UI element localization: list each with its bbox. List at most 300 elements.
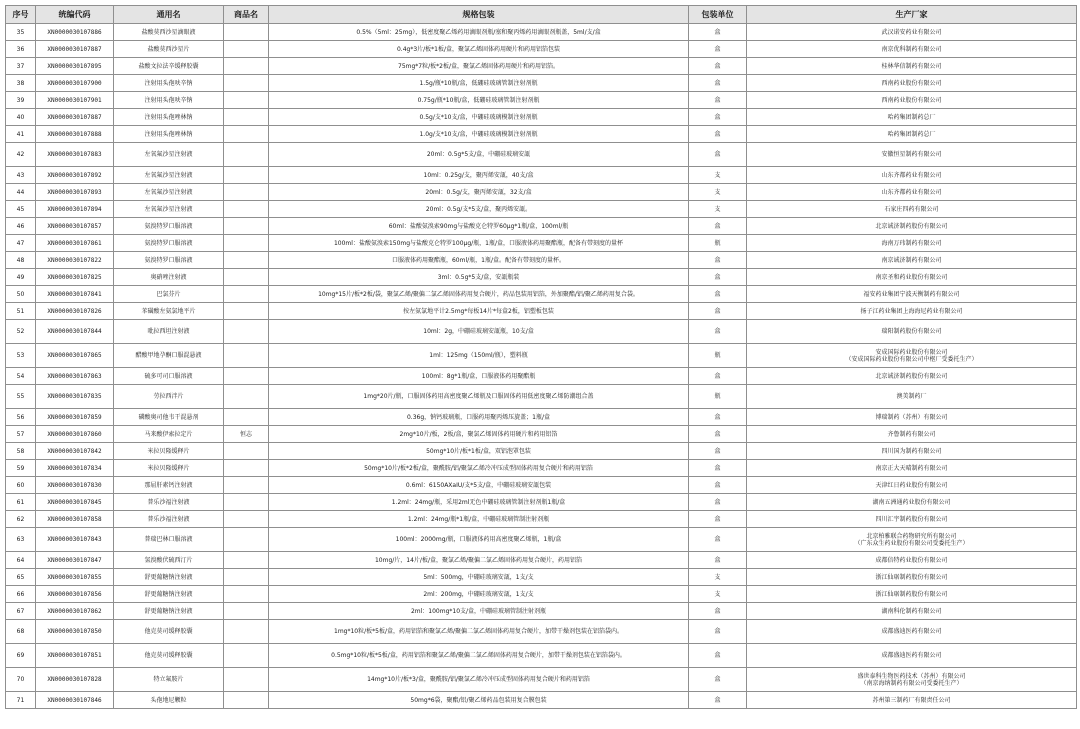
cell-trade-name <box>224 620 269 644</box>
cell-manufacturer: 四川汇宇制药股份有限公司 <box>747 511 1077 528</box>
cell-manufacturer: 南京优科制药有限公司 <box>747 41 1077 58</box>
cell-seq: 67 <box>6 603 36 620</box>
cell-generic-name: 普乐沙福注射液 <box>114 511 224 528</box>
cell-generic-name: 注射用头孢唑林钠 <box>114 109 224 126</box>
cell-generic-name: 左氧氟沙星注射液 <box>114 167 224 184</box>
cell-trade-name <box>224 443 269 460</box>
cell-generic-name: 注射用头孢呋辛钠 <box>114 75 224 92</box>
cell-unit: 盒 <box>689 443 747 460</box>
cell-generic-name: 氢溴酸伏硫西汀片 <box>114 552 224 569</box>
cell-unit: 盒 <box>689 368 747 385</box>
cell-spec: 1mg*10粒/板*5板/盒，药用铝箔和聚氯乙烯/聚偏二氯乙烯固体药用复合硬片，加带干燥剂包装在铝箔袋内。 <box>269 620 689 644</box>
cell-seq: 38 <box>6 75 36 92</box>
cell-trade-name <box>224 184 269 201</box>
cell-generic-name: 奥硝唑注射液 <box>114 269 224 286</box>
cell-code: XN0000030107856 <box>36 586 114 603</box>
cell-seq: 69 <box>6 644 36 668</box>
cell-trade-name <box>224 603 269 620</box>
cell-unit: 盒 <box>689 477 747 494</box>
table-row <box>6 426 1077 443</box>
cell-code: XN0000030107859 <box>36 409 114 426</box>
cell-generic-name: 左氧氟沙星注射液 <box>114 143 224 167</box>
cell-trade-name <box>224 143 269 167</box>
table-row <box>6 692 1077 709</box>
cell-manufacturer: 哈药集团制药总厂 <box>747 126 1077 143</box>
cell-seq: 55 <box>6 385 36 409</box>
table-row <box>6 460 1077 477</box>
cell-code: XN0000030107850 <box>36 620 114 644</box>
cell-unit: 瓶 <box>689 235 747 252</box>
table-row <box>6 344 1077 368</box>
cell-unit: 盒 <box>689 409 747 426</box>
table-row <box>6 409 1077 426</box>
header-trade-name: 商品名 <box>224 6 269 24</box>
cell-spec: 1.2ml：24mg/瓶*1瓶/盒，中硼硅玻璃管制注射剂瓶 <box>269 511 689 528</box>
cell-trade-name <box>224 569 269 586</box>
cell-code: XN0000030107900 <box>36 75 114 92</box>
cell-manufacturer: 成都倍特药业股份有限公司 <box>747 552 1077 569</box>
cell-manufacturer: 哈药集团制药总厂 <box>747 109 1077 126</box>
table-row <box>6 320 1077 344</box>
cell-trade-name <box>224 75 269 92</box>
cell-manufacturer: 西南药业股份有限公司 <box>747 75 1077 92</box>
cell-seq: 66 <box>6 586 36 603</box>
header-generic-name: 通用名 <box>114 6 224 24</box>
cell-unit: 盒 <box>689 92 747 109</box>
cell-trade-name <box>224 235 269 252</box>
cell-spec: 0.6ml：6150AXaIU/支*5支/盒，中硼硅玻璃安瓿包装 <box>269 477 689 494</box>
cell-spec: 14mg*10片/板*3/盒，聚酰胺/铝/聚氯乙烯冷冲压成型固体药用复合硬片和药用铝箔 <box>269 668 689 692</box>
table-row <box>6 143 1077 167</box>
cell-code: XN0000030107860 <box>36 426 114 443</box>
cell-code: XN0000030107887 <box>36 109 114 126</box>
cell-code: XN0000030107835 <box>36 385 114 409</box>
cell-generic-name: 普瑞巴林口服溶液 <box>114 528 224 552</box>
cell-manufacturer: 武汉诺安药业有限公司 <box>747 24 1077 41</box>
cell-trade-name <box>224 167 269 184</box>
table-row <box>6 494 1077 511</box>
cell-spec: 3ml：0.5g*5支/盒，安瓿瓶装 <box>269 269 689 286</box>
cell-generic-name: 马来酸伊索拉定片 <box>114 426 224 443</box>
cell-unit: 盒 <box>689 24 747 41</box>
cell-unit: 瓶 <box>689 344 747 368</box>
cell-trade-name <box>224 92 269 109</box>
cell-seq: 64 <box>6 552 36 569</box>
cell-spec: 100ml：8g*1瓶/盒，口服液体药用聚酯瓶 <box>269 368 689 385</box>
table-row <box>6 58 1077 75</box>
table-row <box>6 252 1077 269</box>
table-row <box>6 552 1077 569</box>
cell-generic-name: 他克莫司缓释胶囊 <box>114 644 224 668</box>
cell-generic-name: 左氧氟沙星注射液 <box>114 201 224 218</box>
cell-spec: 100ml：盐酸氨溴索150mg与盐酸克仑特罗100μg/瓶，1瓶/盒，口服液体药用聚酯瓶，配备有带刻度的量杯 <box>269 235 689 252</box>
cell-manufacturer: 石家庄四药有限公司 <box>747 201 1077 218</box>
drug-list-document <box>5 5 1076 709</box>
cell-seq: 70 <box>6 668 36 692</box>
cell-manufacturer: 山东齐都药业有限公司 <box>747 184 1077 201</box>
cell-manufacturer: 成都盛迪医药有限公司 <box>747 620 1077 644</box>
cell-manufacturer: 扬子江药业集团上海海尼药业有限公司 <box>747 303 1077 320</box>
cell-generic-name: 舒更葡糖钠注射液 <box>114 569 224 586</box>
cell-generic-name: 磷酸奥司他韦干混悬剂 <box>114 409 224 426</box>
cell-trade-name <box>224 218 269 235</box>
cell-manufacturer: 齐鲁制药有限公司 <box>747 426 1077 443</box>
table-header-row <box>6 6 1077 24</box>
cell-trade-name <box>224 477 269 494</box>
cell-code: XN0000030107887 <box>36 41 114 58</box>
cell-spec: 50mg*10片/板*2板/盒，聚酰胺/铝/聚氯乙烯冷冲压成型固体药用复合硬片和药用铝箔 <box>269 460 689 477</box>
cell-trade-name <box>224 552 269 569</box>
cell-manufacturer: 福安药业集团宁波天衡制药有限公司 <box>747 286 1077 303</box>
table-row <box>6 269 1077 286</box>
cell-seq: 42 <box>6 143 36 167</box>
cell-spec: 2ml：100mg*10支/盒，中硼硅玻璃管制注射剂瓶 <box>269 603 689 620</box>
table-row <box>6 286 1077 303</box>
cell-spec: 20ml：0.5g*5支/盒，中硼硅玻璃安瓿 <box>269 143 689 167</box>
cell-manufacturer: 南京正大天晴制药有限公司 <box>747 460 1077 477</box>
cell-spec: 0.5%（5ml：25mg），低密度聚乙烯药用滴眼剂瓶/塞和聚丙烯药用滴眼剂瓶盖，5ml/支/盒 <box>269 24 689 41</box>
cell-unit: 盒 <box>689 668 747 692</box>
cell-code: XN0000030107861 <box>36 235 114 252</box>
cell-unit: 盒 <box>689 41 747 58</box>
cell-code: XN0000030107894 <box>36 201 114 218</box>
cell-unit: 支 <box>689 586 747 603</box>
cell-trade-name <box>224 385 269 409</box>
cell-seq: 48 <box>6 252 36 269</box>
cell-code: XN0000030107842 <box>36 443 114 460</box>
cell-trade-name <box>224 494 269 511</box>
cell-seq: 54 <box>6 368 36 385</box>
cell-seq: 57 <box>6 426 36 443</box>
cell-trade-name <box>224 511 269 528</box>
cell-spec: 0.4g*3片/板*1板/盒，聚氯乙烯固体药用硬片和药用铝箔包装 <box>269 41 689 58</box>
cell-generic-name: 盐酸莫西沙星片 <box>114 41 224 58</box>
cell-spec: 1.0g/支*10支/盒，中硼硅玻璃模制注射剂瓶 <box>269 126 689 143</box>
cell-unit: 盒 <box>689 218 747 235</box>
cell-code: XN0000030107901 <box>36 92 114 109</box>
cell-seq: 61 <box>6 494 36 511</box>
cell-manufacturer: 北京诚济制药股份有限公司 <box>747 368 1077 385</box>
cell-generic-name: 那屈肝素钙注射液 <box>114 477 224 494</box>
cell-unit: 盒 <box>689 511 747 528</box>
table-row <box>6 443 1077 460</box>
cell-generic-name: 头孢地尼颗粒 <box>114 692 224 709</box>
cell-spec: 50mg*10片/板*1板/盒，双铝泡罩包装 <box>269 443 689 460</box>
cell-manufacturer: 盛世泰科生物医药技术（苏州）有限公司 （南京海纳制药有限公司受委托生产） <box>747 668 1077 692</box>
cell-unit: 支 <box>689 167 747 184</box>
cell-trade-name: 恒志 <box>224 426 269 443</box>
cell-code: XN0000030107892 <box>36 167 114 184</box>
table-row <box>6 92 1077 109</box>
cell-seq: 51 <box>6 303 36 320</box>
cell-seq: 43 <box>6 167 36 184</box>
cell-seq: 59 <box>6 460 36 477</box>
cell-trade-name <box>224 126 269 143</box>
cell-spec: 1.5g/瓶*10瓶/盒，低硼硅玻璃管制注射剂瓶 <box>269 75 689 92</box>
cell-code: XN0000030107845 <box>36 494 114 511</box>
cell-code: XN0000030107863 <box>36 368 114 385</box>
cell-manufacturer: 安成国际药业股份有限公司 （安成国际药业股份有限公司中枢厂受委托生产） <box>747 344 1077 368</box>
cell-trade-name <box>224 344 269 368</box>
cell-seq: 46 <box>6 218 36 235</box>
cell-generic-name: 氨溴特罗口服溶液 <box>114 252 224 269</box>
table-row <box>6 528 1077 552</box>
cell-seq: 40 <box>6 109 36 126</box>
cell-seq: 56 <box>6 409 36 426</box>
cell-code: XN0000030107822 <box>36 252 114 269</box>
cell-seq: 47 <box>6 235 36 252</box>
cell-seq: 53 <box>6 344 36 368</box>
table-row <box>6 385 1077 409</box>
cell-seq: 62 <box>6 511 36 528</box>
cell-generic-name: 左氧氟沙星注射液 <box>114 184 224 201</box>
cell-trade-name <box>224 252 269 269</box>
cell-unit: 盒 <box>689 552 747 569</box>
cell-manufacturer: 澳美制药厂 <box>747 385 1077 409</box>
cell-code: XN0000030107830 <box>36 477 114 494</box>
cell-trade-name <box>224 586 269 603</box>
cell-spec: 1ml：125mg（150ml/瓶），塑料瓶 <box>269 344 689 368</box>
cell-trade-name <box>224 201 269 218</box>
header-seq: 序号 <box>6 6 36 24</box>
cell-manufacturer: 浙江仙琚制药股份有限公司 <box>747 586 1077 603</box>
cell-spec: 口服液体药用聚酯瓶，60ml/瓶，1瓶/盒。配备有带刻度的量杯。 <box>269 252 689 269</box>
table-row <box>6 511 1077 528</box>
cell-manufacturer: 西南药业股份有限公司 <box>747 92 1077 109</box>
cell-generic-name: 氨溴特罗口服溶液 <box>114 235 224 252</box>
cell-generic-name: 硫多可司口服溶液 <box>114 368 224 385</box>
table-row <box>6 235 1077 252</box>
cell-seq: 39 <box>6 92 36 109</box>
table-row <box>6 109 1077 126</box>
header-code: 统编代码 <box>36 6 114 24</box>
cell-seq: 37 <box>6 58 36 75</box>
cell-trade-name <box>224 409 269 426</box>
table-row <box>6 184 1077 201</box>
cell-generic-name: 米拉贝隆缓释片 <box>114 443 224 460</box>
cell-unit: 盒 <box>689 494 747 511</box>
cell-trade-name <box>224 668 269 692</box>
cell-code: XN0000030107843 <box>36 528 114 552</box>
cell-code: XN0000030107846 <box>36 692 114 709</box>
cell-code: XN0000030107893 <box>36 184 114 201</box>
cell-code: XN0000030107844 <box>36 320 114 344</box>
cell-trade-name <box>224 24 269 41</box>
cell-code: XN0000030107825 <box>36 269 114 286</box>
cell-code: XN0000030107841 <box>36 286 114 303</box>
table-row <box>6 218 1077 235</box>
cell-spec: 10ml：0.25g/支，聚丙烯安瓿，40支/盒 <box>269 167 689 184</box>
cell-code: XN0000030107828 <box>36 668 114 692</box>
cell-unit: 盒 <box>689 603 747 620</box>
cell-unit: 盒 <box>689 460 747 477</box>
cell-manufacturer: 南京圣和药业股份有限公司 <box>747 269 1077 286</box>
cell-unit: 盒 <box>689 426 747 443</box>
table-row <box>6 368 1077 385</box>
cell-seq: 50 <box>6 286 36 303</box>
cell-manufacturer: 天津红日药业股份有限公司 <box>747 477 1077 494</box>
cell-manufacturer: 博瑞制药（苏州）有限公司 <box>747 409 1077 426</box>
cell-generic-name: 注射用头孢唑林钠 <box>114 126 224 143</box>
cell-code: XN0000030107883 <box>36 143 114 167</box>
cell-generic-name: 米拉贝隆缓释片 <box>114 460 224 477</box>
cell-trade-name <box>224 58 269 75</box>
cell-manufacturer: 瑞阳制药股份有限公司 <box>747 320 1077 344</box>
table-row <box>6 41 1077 58</box>
cell-seq: 49 <box>6 269 36 286</box>
cell-unit: 瓶 <box>689 385 747 409</box>
table-row <box>6 586 1077 603</box>
cell-generic-name: 苯磺酸左氨氯地平片 <box>114 303 224 320</box>
cell-unit: 盒 <box>689 528 747 552</box>
cell-spec: 75mg*7粒/板*2板/盒，聚氯乙烯固体药用硬片和药用铝箔。 <box>269 58 689 75</box>
cell-unit: 盒 <box>689 692 747 709</box>
cell-trade-name <box>224 109 269 126</box>
cell-manufacturer: 山东齐都药业有限公司 <box>747 167 1077 184</box>
table-row <box>6 167 1077 184</box>
cell-manufacturer: 浙江仙琚制药股份有限公司 <box>747 569 1077 586</box>
cell-unit: 盒 <box>689 126 747 143</box>
cell-generic-name: 盐酸文拉法辛缓释胶囊 <box>114 58 224 75</box>
cell-manufacturer: 四川国为制药有限公司 <box>747 443 1077 460</box>
cell-unit: 盒 <box>689 75 747 92</box>
table-row <box>6 668 1077 692</box>
table-row <box>6 24 1077 41</box>
table-row <box>6 75 1077 92</box>
cell-code: XN0000030107895 <box>36 58 114 75</box>
cell-trade-name <box>224 41 269 58</box>
cell-manufacturer: 北京柏雅联合药物研究所有限公司 （广东众生药业股份有限公司受委托生产） <box>747 528 1077 552</box>
cell-code: XN0000030107865 <box>36 344 114 368</box>
table-row <box>6 303 1077 320</box>
cell-unit: 盒 <box>689 109 747 126</box>
cell-spec: 2ml：200mg，中硼硅玻璃安瓿，1支/支 <box>269 586 689 603</box>
cell-trade-name <box>224 528 269 552</box>
cell-spec: 100ml：2000mg/瓶，口服液体药用高密度聚乙烯瓶，1瓶/盒 <box>269 528 689 552</box>
cell-code: XN0000030107857 <box>36 218 114 235</box>
cell-generic-name: 普乐沙福注射液 <box>114 494 224 511</box>
cell-trade-name <box>224 368 269 385</box>
cell-code: XN0000030107886 <box>36 24 114 41</box>
cell-spec: 20ml：0.5g/支*5支/盒，聚丙烯安瓿。 <box>269 201 689 218</box>
cell-unit: 支 <box>689 184 747 201</box>
header-manufacturer: 生产厂家 <box>747 6 1077 24</box>
header-unit: 包装单位 <box>689 6 747 24</box>
cell-generic-name: 特立氟胺片 <box>114 668 224 692</box>
cell-trade-name <box>224 303 269 320</box>
cell-generic-name: 醋酸甲地孕酮口服混悬液 <box>114 344 224 368</box>
drug-table <box>5 5 1077 709</box>
cell-seq: 63 <box>6 528 36 552</box>
cell-manufacturer: 安徽恒星制药有限公司 <box>747 143 1077 167</box>
cell-unit: 盒 <box>689 58 747 75</box>
cell-manufacturer: 北京诚济制药股份有限公司 <box>747 218 1077 235</box>
cell-seq: 58 <box>6 443 36 460</box>
cell-generic-name: 氨溴特罗口服溶液 <box>114 218 224 235</box>
cell-spec: 0.36g，钠钙玻璃瓶，口服药用聚丙烯压旋盖；1瓶/盒 <box>269 409 689 426</box>
table-row <box>6 126 1077 143</box>
cell-seq: 68 <box>6 620 36 644</box>
cell-seq: 65 <box>6 569 36 586</box>
cell-code: XN0000030107826 <box>36 303 114 320</box>
cell-generic-name: 注射用头孢呋辛钠 <box>114 92 224 109</box>
cell-spec: 按左氨氯地平计2.5mg*每板14片*每盒2板，铝塑板包装 <box>269 303 689 320</box>
cell-code: XN0000030107847 <box>36 552 114 569</box>
cell-unit: 盒 <box>689 320 747 344</box>
table-row <box>6 477 1077 494</box>
table-row <box>6 603 1077 620</box>
cell-generic-name: 他克莫司缓释胶囊 <box>114 620 224 644</box>
cell-generic-name: 巴氯芬片 <box>114 286 224 303</box>
cell-spec: 10mg/片，14片/板/盒，聚氯乙烯/聚偏二氯乙烯固体药用复合硬片，药用铝箔 <box>269 552 689 569</box>
table-row <box>6 644 1077 668</box>
cell-unit: 盒 <box>689 269 747 286</box>
cell-code: XN0000030107858 <box>36 511 114 528</box>
cell-trade-name <box>224 692 269 709</box>
cell-spec: 60ml：盐酸氨溴索90mg与盐酸克仑特罗60μg*1瓶/盒，100ml/瓶 <box>269 218 689 235</box>
cell-seq: 71 <box>6 692 36 709</box>
table-row <box>6 201 1077 218</box>
cell-generic-name: 舒更葡糖钠注射液 <box>114 586 224 603</box>
cell-code: XN0000030107888 <box>36 126 114 143</box>
cell-generic-name: 盐酸莫西沙星滴眼液 <box>114 24 224 41</box>
cell-trade-name <box>224 286 269 303</box>
cell-generic-name: 吡拉西坦注射液 <box>114 320 224 344</box>
cell-unit: 盒 <box>689 286 747 303</box>
cell-seq: 35 <box>6 24 36 41</box>
cell-spec: 20ml：0.5g/支，聚丙烯安瓿，32支/盒 <box>269 184 689 201</box>
cell-spec: 1.2ml：24mg/瓶，采用2ml无色中硼硅玻璃管制注射剂瓶1瓶/盒 <box>269 494 689 511</box>
cell-code: XN0000030107851 <box>36 644 114 668</box>
cell-spec: 0.5mg*10粒/板*5板/盒，药用铝箔和聚氯乙烯/聚偏二氯乙烯固体药用复合硬片，加带干燥剂包装在铝箔袋内。 <box>269 644 689 668</box>
cell-seq: 41 <box>6 126 36 143</box>
cell-spec: 1mg*20片/瓶，口服固体药用高密度聚乙烯瓶及口服固体药用低密度聚乙烯防潮组合盖 <box>269 385 689 409</box>
cell-seq: 44 <box>6 184 36 201</box>
cell-seq: 60 <box>6 477 36 494</box>
cell-manufacturer: 桂林华信制药有限公司 <box>747 58 1077 75</box>
cell-seq: 52 <box>6 320 36 344</box>
cell-code: XN0000030107834 <box>36 460 114 477</box>
cell-generic-name: 舒更葡糖钠注射液 <box>114 603 224 620</box>
cell-unit: 盒 <box>689 252 747 269</box>
cell-trade-name <box>224 269 269 286</box>
cell-unit: 盒 <box>689 143 747 167</box>
cell-manufacturer: 湖南科伦制药有限公司 <box>747 603 1077 620</box>
cell-spec: 2mg*10片/板，2板/盒，聚氯乙烯固体药用硬片和药用铝箔 <box>269 426 689 443</box>
cell-spec: 50mg*6袋，聚酯/铝/聚乙烯药品包装用复合膜包装 <box>269 692 689 709</box>
cell-seq: 36 <box>6 41 36 58</box>
table-row <box>6 569 1077 586</box>
cell-manufacturer: 苏州第三制药厂有限责任公司 <box>747 692 1077 709</box>
cell-spec: 10mg*15片/板*2板/袋，聚氯乙烯/聚偏二氯乙烯固体药用复合硬片，药品包装用铝箔，外加聚酯/铝/聚乙烯药用复合袋。 <box>269 286 689 303</box>
cell-generic-name: 劳拉西泮片 <box>114 385 224 409</box>
cell-spec: 10ml：2g，中硼硅玻璃安瓿瓶，10支/盒 <box>269 320 689 344</box>
header-spec: 规格包装 <box>269 6 689 24</box>
cell-spec: 5ml：500mg，中硼硅玻璃安瓿，1支/支 <box>269 569 689 586</box>
cell-unit: 盒 <box>689 620 747 644</box>
cell-manufacturer: 海南万玮制药有限公司 <box>747 235 1077 252</box>
table-row <box>6 620 1077 644</box>
cell-code: XN0000030107862 <box>36 603 114 620</box>
cell-code: XN0000030107855 <box>36 569 114 586</box>
cell-trade-name <box>224 320 269 344</box>
cell-manufacturer: 成都盛迪医药有限公司 <box>747 644 1077 668</box>
cell-unit: 支 <box>689 201 747 218</box>
cell-spec: 0.75g/瓶*10瓶/盒，低硼硅玻璃管制注射剂瓶 <box>269 92 689 109</box>
cell-manufacturer: 湖南五洲通药业股份有限公司 <box>747 494 1077 511</box>
cell-unit: 盒 <box>689 303 747 320</box>
cell-unit: 盒 <box>689 644 747 668</box>
